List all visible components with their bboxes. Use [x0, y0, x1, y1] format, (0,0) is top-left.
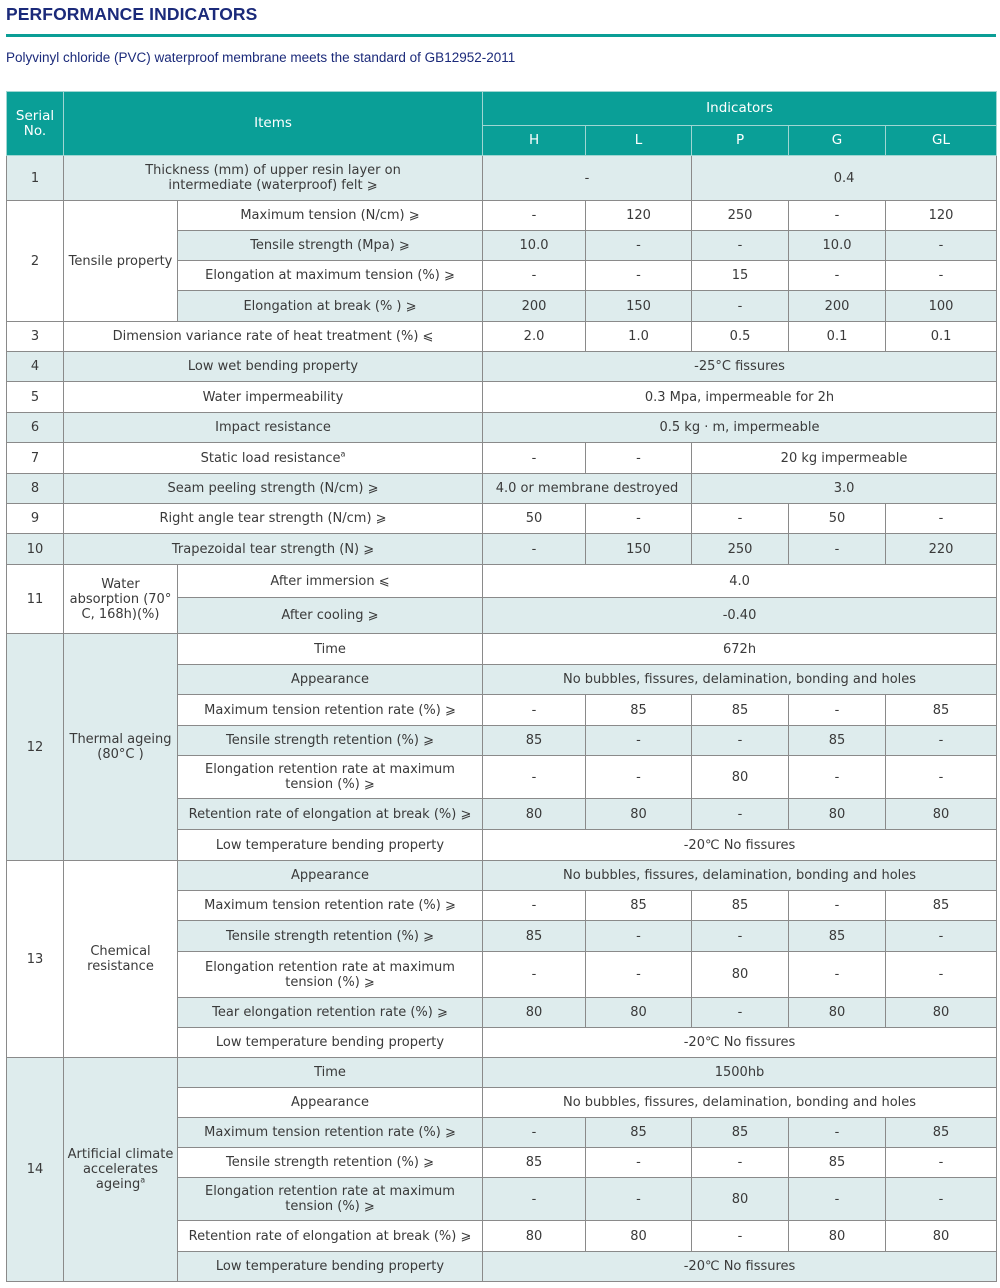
value-cell: 150: [586, 291, 692, 322]
group-cell: Tensile property: [64, 201, 178, 322]
value-cell: -: [886, 952, 997, 998]
value-cell: 85: [692, 695, 789, 726]
title-divider: [6, 34, 996, 37]
value-cell: 80: [789, 799, 886, 830]
value-cell: 50: [789, 504, 886, 534]
value-cell: 85: [483, 921, 586, 952]
value-cell: -: [586, 443, 692, 474]
value-cell: -: [483, 695, 586, 726]
item-cell: Seam peeling strength (N/cm) ⩾: [64, 474, 483, 504]
value-cell: 80: [789, 998, 886, 1028]
footnote-mark: a: [340, 449, 346, 459]
value-cell: 85: [586, 695, 692, 726]
value-cell: -: [789, 891, 886, 921]
header-indicators: Indicators: [483, 92, 997, 126]
item-cell: Low temperature bending property: [178, 1252, 483, 1282]
table-row: [7, 474, 997, 504]
item-cell: Thickness (mm) of upper resin layer on intermediate (waterproof) felt ⩾: [64, 156, 483, 201]
value-cell: -: [886, 756, 997, 799]
value-cell: -: [789, 534, 886, 565]
serial-cell: 1: [7, 156, 64, 201]
value-cell: -: [586, 231, 692, 261]
item-cell: Appearance: [178, 861, 483, 891]
value-cell: -: [789, 1118, 886, 1148]
item-cell: After immersion ⩽: [178, 565, 483, 598]
value-cell: -: [483, 156, 692, 201]
value-cell: -20℃ No fissures: [483, 1252, 997, 1282]
value-cell: 2.0: [483, 322, 586, 352]
value-cell: -: [586, 921, 692, 952]
value-cell: 100: [886, 291, 997, 322]
table-row: [7, 565, 997, 598]
item-cell: Elongation at maximum tension (%) ⩾: [178, 261, 483, 291]
serial-cell: 14: [7, 1058, 64, 1282]
value-cell: 1.0: [586, 322, 692, 352]
item-cell: Appearance: [178, 665, 483, 695]
value-cell: -: [692, 799, 789, 830]
value-cell: 4.0: [483, 565, 997, 598]
item-cell: Tear elongation retention rate (%) ⩾: [178, 998, 483, 1028]
value-cell: -: [586, 756, 692, 799]
serial-cell: 3: [7, 322, 64, 352]
item-cell: Trapezoidal tear strength (N) ⩾: [64, 534, 483, 565]
value-cell: 0.1: [789, 322, 886, 352]
value-cell: -20℃ No fissures: [483, 1028, 997, 1058]
item-cell: Tensile strength (Mpa) ⩾: [178, 231, 483, 261]
value-cell: -: [692, 1221, 789, 1252]
serial-cell: 5: [7, 382, 64, 413]
value-cell: 120: [586, 201, 692, 231]
header-grade-l: L: [586, 126, 692, 156]
item-cell: Elongation retention rate at maximum tension (%) ⩾: [178, 952, 483, 998]
value-cell: 0.5: [692, 322, 789, 352]
table-row: [7, 156, 997, 201]
value-cell: 85: [886, 695, 997, 726]
value-cell: No bubbles, fissures, delamination, bonding and holes: [483, 665, 997, 695]
value-cell: -: [586, 952, 692, 998]
value-cell: 80: [483, 998, 586, 1028]
item-cell: Right angle tear strength (N/cm) ⩾: [64, 504, 483, 534]
item-cell: Time: [178, 634, 483, 665]
header-grade-h: H: [483, 126, 586, 156]
value-cell: 220: [886, 534, 997, 565]
group-cell: Water absorption (70° C, 168h)(%): [64, 565, 178, 634]
value-cell: 85: [483, 1148, 586, 1178]
item-cell: Low temperature bending property: [178, 1028, 483, 1058]
table-row: [7, 322, 997, 352]
item-cell: Tensile strength retention (%) ⩾: [178, 1148, 483, 1178]
value-cell: 1500hb: [483, 1058, 997, 1088]
table-row: [7, 413, 997, 443]
value-cell: -: [886, 504, 997, 534]
item-cell: Maximum tension retention rate (%) ⩾: [178, 1118, 483, 1148]
value-cell: 10.0: [483, 231, 586, 261]
value-cell: -: [586, 1178, 692, 1221]
value-cell: -: [886, 1178, 997, 1221]
header-items: Items: [64, 92, 483, 156]
header-grade-gl: GL: [886, 126, 997, 156]
value-cell: -: [789, 952, 886, 998]
value-cell: 200: [483, 291, 586, 322]
value-cell: -0.40: [483, 598, 997, 634]
value-cell: 80: [586, 1221, 692, 1252]
serial-cell: 12: [7, 634, 64, 861]
item-cell: Retention rate of elongation at break (%) ⩾: [178, 799, 483, 830]
serial-cell: 2: [7, 201, 64, 322]
value-cell: 250: [692, 534, 789, 565]
serial-cell: 11: [7, 565, 64, 634]
value-cell: -: [483, 1118, 586, 1148]
value-cell: 10.0: [789, 231, 886, 261]
group-cell: Thermal ageing (80°C ): [64, 634, 178, 861]
serial-cell: 6: [7, 413, 64, 443]
table-row: [7, 504, 997, 534]
value-cell: 3.0: [692, 474, 997, 504]
value-cell: 200: [789, 291, 886, 322]
serial-cell: 8: [7, 474, 64, 504]
value-cell: 85: [692, 891, 789, 921]
serial-cell: 10: [7, 534, 64, 565]
value-cell: -: [483, 1178, 586, 1221]
table-row: [7, 382, 997, 413]
item-cell: Time: [178, 1058, 483, 1088]
value-cell: 80: [692, 756, 789, 799]
item-cell: Low temperature bending property: [178, 830, 483, 861]
header-serial: Serial No.: [7, 92, 64, 156]
item-cell: Maximum tension retention rate (%) ⩾: [178, 891, 483, 921]
table-row: [7, 201, 997, 231]
value-cell: 85: [586, 891, 692, 921]
value-cell: 250: [692, 201, 789, 231]
value-cell: No bubbles, fissures, delamination, bonding and holes: [483, 861, 997, 891]
value-cell: 15: [692, 261, 789, 291]
footnote-mark: a: [140, 1175, 146, 1185]
table-row: [7, 861, 997, 891]
value-cell: -: [483, 443, 586, 474]
value-cell: -: [586, 1148, 692, 1178]
item-cell: [64, 443, 483, 474]
value-cell: 20 kg impermeable: [692, 443, 997, 474]
value-cell: 80: [789, 1221, 886, 1252]
value-cell: -: [886, 261, 997, 291]
value-cell: -: [886, 231, 997, 261]
value-cell: -: [692, 921, 789, 952]
value-cell: -: [789, 756, 886, 799]
value-cell: -: [789, 1178, 886, 1221]
header-grade-p: P: [692, 126, 789, 156]
value-cell: 0.5 kg · m, impermeable: [483, 413, 997, 443]
value-cell: -: [789, 695, 886, 726]
value-cell: 80: [692, 952, 789, 998]
item-cell: After cooling ⩾: [178, 598, 483, 634]
group-cell: Chemical resistance: [64, 861, 178, 1058]
table-row: [7, 634, 997, 665]
value-cell: -20℃ No fissures: [483, 830, 997, 861]
value-cell: 80: [886, 799, 997, 830]
value-cell: -: [483, 952, 586, 998]
value-cell: 80: [886, 998, 997, 1028]
value-cell: 85: [789, 921, 886, 952]
value-cell: 85: [692, 1118, 789, 1148]
value-cell: 80: [586, 799, 692, 830]
header-row: [7, 92, 997, 126]
table-row: [7, 1058, 997, 1088]
group-cell: [64, 1058, 178, 1282]
item-cell: Appearance: [178, 1088, 483, 1118]
group-text: Artificial climate accelerates ageing: [67, 1147, 174, 1192]
item-cell: Low wet bending property: [64, 352, 483, 382]
item-cell: Impact resistance: [64, 413, 483, 443]
serial-cell: 13: [7, 861, 64, 1058]
value-cell: -: [886, 921, 997, 952]
item-cell: Elongation retention rate at maximum tension (%) ⩾: [178, 756, 483, 799]
value-cell: 0.1: [886, 322, 997, 352]
value-cell: 0.3 Mpa, impermeable for 2h: [483, 382, 997, 413]
value-cell: -: [692, 231, 789, 261]
value-cell: 85: [789, 726, 886, 756]
value-cell: -: [483, 891, 586, 921]
value-cell: 85: [483, 726, 586, 756]
item-text: Static load resistance: [200, 450, 341, 466]
value-cell: 80: [586, 998, 692, 1028]
item-cell: Water impermeability: [64, 382, 483, 413]
value-cell: -: [692, 998, 789, 1028]
page-subtitle: Polyvinyl chloride (PVC) waterproof membrane meets the standard of GB12952-2011: [6, 50, 516, 65]
value-cell: 85: [586, 1118, 692, 1148]
value-cell: 120: [886, 201, 997, 231]
value-cell: 80: [483, 1221, 586, 1252]
value-cell: 4.0 or membrane destroyed: [483, 474, 692, 504]
value-cell: -: [789, 201, 886, 231]
value-cell: 80: [886, 1221, 997, 1252]
serial-cell: 9: [7, 504, 64, 534]
value-cell: 150: [586, 534, 692, 565]
value-cell: 0.4: [692, 156, 997, 201]
item-cell: Retention rate of elongation at break (%) ⩾: [178, 1221, 483, 1252]
value-cell: 50: [483, 504, 586, 534]
value-cell: -: [692, 504, 789, 534]
item-cell: Elongation at break (% ) ⩾: [178, 291, 483, 322]
value-cell: -: [886, 1148, 997, 1178]
value-cell: No bubbles, fissures, delamination, bonding and holes: [483, 1088, 997, 1118]
table-row: [7, 352, 997, 382]
value-cell: -: [692, 1148, 789, 1178]
item-cell: Dimension variance rate of heat treatment (%) ⩽: [64, 322, 483, 352]
table-row: [7, 443, 997, 474]
value-cell: -: [692, 726, 789, 756]
value-cell: 80: [483, 799, 586, 830]
value-cell: -: [789, 261, 886, 291]
item-cell: Tensile strength retention (%) ⩾: [178, 726, 483, 756]
value-cell: 80: [692, 1178, 789, 1221]
value-cell: -: [692, 291, 789, 322]
value-cell: -: [483, 261, 586, 291]
value-cell: 672h: [483, 634, 997, 665]
value-cell: -: [586, 726, 692, 756]
value-cell: 85: [789, 1148, 886, 1178]
performance-table: [6, 91, 997, 1282]
value-cell: 85: [886, 891, 997, 921]
item-cell: Tensile strength retention (%) ⩾: [178, 921, 483, 952]
value-cell: 85: [886, 1118, 997, 1148]
table-row: [7, 534, 997, 565]
value-cell: -: [886, 726, 997, 756]
item-cell: Maximum tension (N/cm) ⩾: [178, 201, 483, 231]
header-grade-g: G: [789, 126, 886, 156]
value-cell: -: [586, 504, 692, 534]
page-title: PERFORMANCE INDICATORS: [6, 4, 258, 24]
value-cell: -: [483, 201, 586, 231]
value-cell: -25°C fissures: [483, 352, 997, 382]
value-cell: -: [483, 534, 586, 565]
serial-cell: 4: [7, 352, 64, 382]
value-cell: -: [586, 261, 692, 291]
item-cell: Maximum tension retention rate (%) ⩾: [178, 695, 483, 726]
serial-cell: 7: [7, 443, 64, 474]
value-cell: -: [483, 756, 586, 799]
item-cell: Elongation retention rate at maximum tension (%) ⩾: [178, 1178, 483, 1221]
